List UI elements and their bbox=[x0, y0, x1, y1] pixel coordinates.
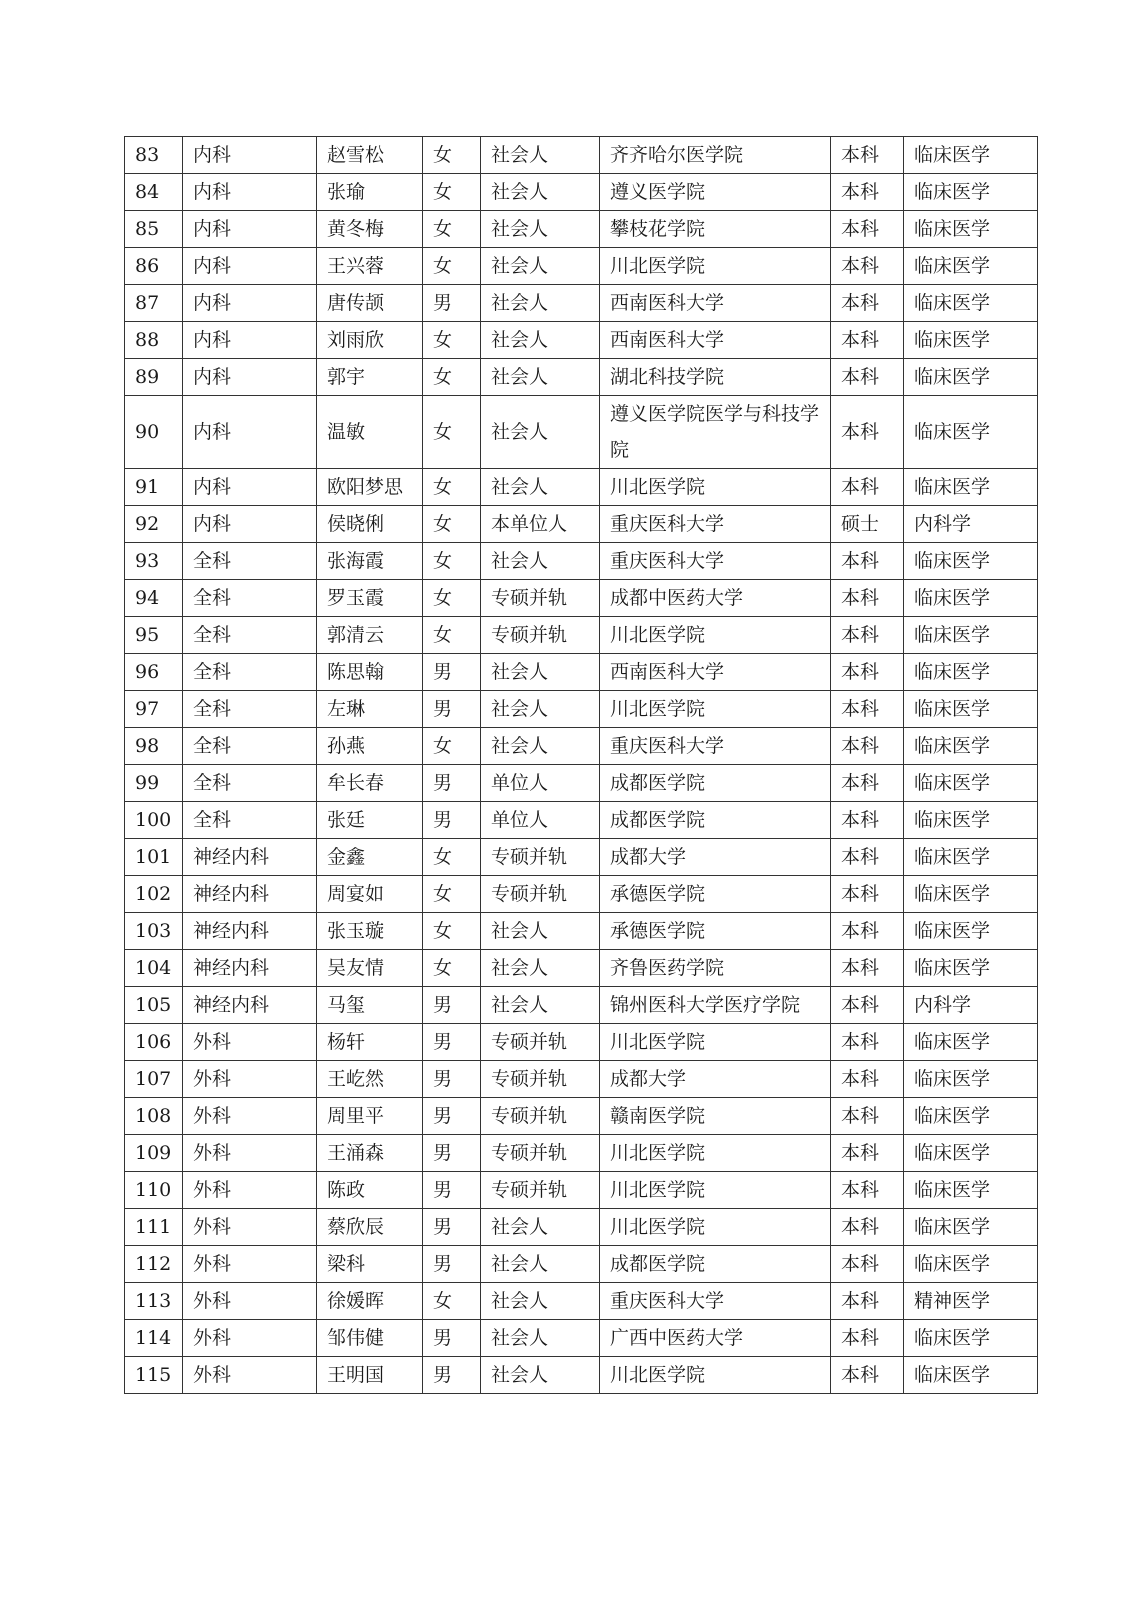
category-cell: 本单位人 bbox=[481, 506, 600, 543]
gender-cell: 女 bbox=[423, 359, 481, 396]
roster-body bbox=[125, 137, 1038, 1394]
category-cell: 单位人 bbox=[481, 765, 600, 802]
table-row bbox=[125, 1061, 1038, 1098]
table-row bbox=[125, 137, 1038, 174]
name-cell: 张玉璇 bbox=[317, 913, 423, 950]
gender-cell: 男 bbox=[423, 987, 481, 1024]
degree-cell: 本科 bbox=[831, 691, 904, 728]
name-cell: 张廷 bbox=[317, 802, 423, 839]
row-number-cell: 115 bbox=[125, 1357, 183, 1394]
school-cell: 成都医学院 bbox=[600, 765, 831, 802]
table-row bbox=[125, 765, 1038, 802]
row-number-cell: 90 bbox=[125, 396, 183, 469]
degree-cell: 本科 bbox=[831, 137, 904, 174]
department-cell: 内科 bbox=[183, 285, 317, 322]
name-cell: 郭清云 bbox=[317, 617, 423, 654]
school-cell: 成都大学 bbox=[600, 839, 831, 876]
gender-cell: 女 bbox=[423, 580, 481, 617]
row-number-cell: 105 bbox=[125, 987, 183, 1024]
department-cell: 外科 bbox=[183, 1246, 317, 1283]
table-row bbox=[125, 285, 1038, 322]
table-row bbox=[125, 506, 1038, 543]
row-number-cell: 109 bbox=[125, 1135, 183, 1172]
gender-cell: 女 bbox=[423, 543, 481, 580]
major-cell: 临床医学 bbox=[904, 248, 1038, 285]
gender-cell: 男 bbox=[423, 654, 481, 691]
degree-cell: 本科 bbox=[831, 396, 904, 469]
department-cell: 内科 bbox=[183, 174, 317, 211]
department-cell: 外科 bbox=[183, 1098, 317, 1135]
row-number-cell: 102 bbox=[125, 876, 183, 913]
degree-cell: 本科 bbox=[831, 1320, 904, 1357]
category-cell: 社会人 bbox=[481, 322, 600, 359]
major-cell: 临床医学 bbox=[904, 137, 1038, 174]
table-row bbox=[125, 580, 1038, 617]
name-cell: 周宴如 bbox=[317, 876, 423, 913]
row-number-cell: 94 bbox=[125, 580, 183, 617]
major-cell: 临床医学 bbox=[904, 285, 1038, 322]
row-number-cell: 108 bbox=[125, 1098, 183, 1135]
gender-cell: 女 bbox=[423, 248, 481, 285]
department-cell: 全科 bbox=[183, 802, 317, 839]
row-number-cell: 111 bbox=[125, 1209, 183, 1246]
category-cell: 专硕并轨 bbox=[481, 876, 600, 913]
department-cell: 外科 bbox=[183, 1209, 317, 1246]
table-row bbox=[125, 359, 1038, 396]
category-cell: 社会人 bbox=[481, 396, 600, 469]
category-cell: 社会人 bbox=[481, 137, 600, 174]
degree-cell: 本科 bbox=[831, 1098, 904, 1135]
table-row bbox=[125, 876, 1038, 913]
major-cell: 临床医学 bbox=[904, 469, 1038, 506]
gender-cell: 女 bbox=[423, 211, 481, 248]
name-cell: 徐媛晖 bbox=[317, 1283, 423, 1320]
department-cell: 全科 bbox=[183, 654, 317, 691]
school-cell: 重庆医科大学 bbox=[600, 543, 831, 580]
degree-cell: 本科 bbox=[831, 913, 904, 950]
name-cell: 侯晓俐 bbox=[317, 506, 423, 543]
degree-cell: 本科 bbox=[831, 1246, 904, 1283]
name-cell: 赵雪松 bbox=[317, 137, 423, 174]
department-cell: 内科 bbox=[183, 506, 317, 543]
major-cell: 内科学 bbox=[904, 506, 1038, 543]
major-cell: 临床医学 bbox=[904, 1024, 1038, 1061]
table-row bbox=[125, 654, 1038, 691]
major-cell: 临床医学 bbox=[904, 691, 1038, 728]
department-cell: 外科 bbox=[183, 1135, 317, 1172]
category-cell: 社会人 bbox=[481, 1246, 600, 1283]
table-row bbox=[125, 396, 1038, 469]
row-number-cell: 106 bbox=[125, 1024, 183, 1061]
school-cell: 遵义医学院 bbox=[600, 174, 831, 211]
degree-cell: 本科 bbox=[831, 728, 904, 765]
table-row bbox=[125, 913, 1038, 950]
major-cell: 临床医学 bbox=[904, 1320, 1038, 1357]
gender-cell: 女 bbox=[423, 876, 481, 913]
name-cell: 孙燕 bbox=[317, 728, 423, 765]
gender-cell: 男 bbox=[423, 1320, 481, 1357]
school-cell: 川北医学院 bbox=[600, 617, 831, 654]
department-cell: 外科 bbox=[183, 1061, 317, 1098]
major-cell: 临床医学 bbox=[904, 1172, 1038, 1209]
name-cell: 周里平 bbox=[317, 1098, 423, 1135]
major-cell: 临床医学 bbox=[904, 1209, 1038, 1246]
category-cell: 社会人 bbox=[481, 728, 600, 765]
major-cell: 临床医学 bbox=[904, 1098, 1038, 1135]
department-cell: 神经内科 bbox=[183, 913, 317, 950]
major-cell: 临床医学 bbox=[904, 359, 1038, 396]
name-cell: 王明国 bbox=[317, 1357, 423, 1394]
school-cell: 广西中医药大学 bbox=[600, 1320, 831, 1357]
school-cell: 遵义医学院医学与科技学院 bbox=[600, 396, 831, 469]
row-number-cell: 107 bbox=[125, 1061, 183, 1098]
category-cell: 社会人 bbox=[481, 359, 600, 396]
gender-cell: 男 bbox=[423, 802, 481, 839]
category-cell: 社会人 bbox=[481, 469, 600, 506]
school-cell: 锦州医科大学医疗学院 bbox=[600, 987, 831, 1024]
name-cell: 左琳 bbox=[317, 691, 423, 728]
table-row bbox=[125, 728, 1038, 765]
major-cell: 临床医学 bbox=[904, 543, 1038, 580]
name-cell: 唐传颉 bbox=[317, 285, 423, 322]
school-cell: 川北医学院 bbox=[600, 1135, 831, 1172]
table-row bbox=[125, 691, 1038, 728]
table-row bbox=[125, 1320, 1038, 1357]
degree-cell: 本科 bbox=[831, 1357, 904, 1394]
major-cell: 临床医学 bbox=[904, 839, 1038, 876]
major-cell: 临床医学 bbox=[904, 1061, 1038, 1098]
school-cell: 西南医科大学 bbox=[600, 654, 831, 691]
department-cell: 神经内科 bbox=[183, 839, 317, 876]
name-cell: 金鑫 bbox=[317, 839, 423, 876]
table-row bbox=[125, 950, 1038, 987]
table-row bbox=[125, 174, 1038, 211]
table-row bbox=[125, 1283, 1038, 1320]
name-cell: 张瑜 bbox=[317, 174, 423, 211]
name-cell: 陈思翰 bbox=[317, 654, 423, 691]
row-number-cell: 99 bbox=[125, 765, 183, 802]
gender-cell: 男 bbox=[423, 1024, 481, 1061]
degree-cell: 本科 bbox=[831, 1209, 904, 1246]
table-row bbox=[125, 1172, 1038, 1209]
gender-cell: 女 bbox=[423, 506, 481, 543]
row-number-cell: 100 bbox=[125, 802, 183, 839]
gender-cell: 男 bbox=[423, 1135, 481, 1172]
major-cell: 临床医学 bbox=[904, 1246, 1038, 1283]
degree-cell: 本科 bbox=[831, 359, 904, 396]
category-cell: 社会人 bbox=[481, 248, 600, 285]
row-number-cell: 93 bbox=[125, 543, 183, 580]
gender-cell: 女 bbox=[423, 913, 481, 950]
category-cell: 社会人 bbox=[481, 1209, 600, 1246]
row-number-cell: 98 bbox=[125, 728, 183, 765]
name-cell: 刘雨欣 bbox=[317, 322, 423, 359]
row-number-cell: 96 bbox=[125, 654, 183, 691]
major-cell: 临床医学 bbox=[904, 580, 1038, 617]
major-cell: 临床医学 bbox=[904, 174, 1038, 211]
table-row bbox=[125, 1209, 1038, 1246]
degree-cell: 本科 bbox=[831, 654, 904, 691]
category-cell: 社会人 bbox=[481, 211, 600, 248]
school-cell: 川北医学院 bbox=[600, 1172, 831, 1209]
gender-cell: 女 bbox=[423, 617, 481, 654]
degree-cell: 本科 bbox=[831, 174, 904, 211]
gender-cell: 男 bbox=[423, 691, 481, 728]
department-cell: 内科 bbox=[183, 211, 317, 248]
gender-cell: 男 bbox=[423, 285, 481, 322]
row-number-cell: 84 bbox=[125, 174, 183, 211]
major-cell: 临床医学 bbox=[904, 1135, 1038, 1172]
category-cell: 专硕并轨 bbox=[481, 617, 600, 654]
degree-cell: 本科 bbox=[831, 950, 904, 987]
gender-cell: 男 bbox=[423, 1172, 481, 1209]
name-cell: 王屹然 bbox=[317, 1061, 423, 1098]
gender-cell: 男 bbox=[423, 1098, 481, 1135]
major-cell: 临床医学 bbox=[904, 654, 1038, 691]
school-cell: 重庆医科大学 bbox=[600, 506, 831, 543]
school-cell: 重庆医科大学 bbox=[600, 1283, 831, 1320]
table-row bbox=[125, 469, 1038, 506]
degree-cell: 本科 bbox=[831, 248, 904, 285]
school-cell: 成都医学院 bbox=[600, 1246, 831, 1283]
major-cell: 临床医学 bbox=[904, 617, 1038, 654]
department-cell: 全科 bbox=[183, 543, 317, 580]
school-cell: 承德医学院 bbox=[600, 913, 831, 950]
gender-cell: 男 bbox=[423, 1246, 481, 1283]
name-cell: 王兴蓉 bbox=[317, 248, 423, 285]
degree-cell: 本科 bbox=[831, 839, 904, 876]
table-row bbox=[125, 211, 1038, 248]
row-number-cell: 112 bbox=[125, 1246, 183, 1283]
gender-cell: 女 bbox=[423, 839, 481, 876]
department-cell: 内科 bbox=[183, 137, 317, 174]
major-cell: 内科学 bbox=[904, 987, 1038, 1024]
degree-cell: 本科 bbox=[831, 765, 904, 802]
name-cell: 陈政 bbox=[317, 1172, 423, 1209]
table-row bbox=[125, 1024, 1038, 1061]
row-number-cell: 87 bbox=[125, 285, 183, 322]
table-row bbox=[125, 1135, 1038, 1172]
gender-cell: 女 bbox=[423, 1283, 481, 1320]
name-cell: 郭宇 bbox=[317, 359, 423, 396]
department-cell: 全科 bbox=[183, 617, 317, 654]
department-cell: 神经内科 bbox=[183, 987, 317, 1024]
gender-cell: 女 bbox=[423, 137, 481, 174]
category-cell: 社会人 bbox=[481, 987, 600, 1024]
row-number-cell: 110 bbox=[125, 1172, 183, 1209]
major-cell: 精神医学 bbox=[904, 1283, 1038, 1320]
school-cell: 西南医科大学 bbox=[600, 285, 831, 322]
major-cell: 临床医学 bbox=[904, 876, 1038, 913]
gender-cell: 女 bbox=[423, 728, 481, 765]
gender-cell: 男 bbox=[423, 1061, 481, 1098]
school-cell: 川北医学院 bbox=[600, 691, 831, 728]
gender-cell: 男 bbox=[423, 1209, 481, 1246]
degree-cell: 本科 bbox=[831, 876, 904, 913]
department-cell: 外科 bbox=[183, 1357, 317, 1394]
name-cell: 杨轩 bbox=[317, 1024, 423, 1061]
category-cell: 社会人 bbox=[481, 654, 600, 691]
major-cell: 临床医学 bbox=[904, 211, 1038, 248]
table-row bbox=[125, 1357, 1038, 1394]
degree-cell: 本科 bbox=[831, 1172, 904, 1209]
row-number-cell: 103 bbox=[125, 913, 183, 950]
department-cell: 内科 bbox=[183, 469, 317, 506]
name-cell: 张海霞 bbox=[317, 543, 423, 580]
gender-cell: 男 bbox=[423, 765, 481, 802]
degree-cell: 本科 bbox=[831, 987, 904, 1024]
category-cell: 专硕并轨 bbox=[481, 839, 600, 876]
department-cell: 内科 bbox=[183, 396, 317, 469]
name-cell: 黄冬梅 bbox=[317, 211, 423, 248]
table-row bbox=[125, 1098, 1038, 1135]
major-cell: 临床医学 bbox=[904, 728, 1038, 765]
school-cell: 川北医学院 bbox=[600, 1357, 831, 1394]
gender-cell: 女 bbox=[423, 950, 481, 987]
category-cell: 专硕并轨 bbox=[481, 1172, 600, 1209]
school-cell: 承德医学院 bbox=[600, 876, 831, 913]
name-cell: 蔡欣辰 bbox=[317, 1209, 423, 1246]
degree-cell: 本科 bbox=[831, 543, 904, 580]
row-number-cell: 114 bbox=[125, 1320, 183, 1357]
category-cell: 社会人 bbox=[481, 285, 600, 322]
gender-cell: 男 bbox=[423, 1357, 481, 1394]
school-cell: 齐鲁医药学院 bbox=[600, 950, 831, 987]
name-cell: 温敏 bbox=[317, 396, 423, 469]
school-cell: 攀枝花学院 bbox=[600, 211, 831, 248]
department-cell: 内科 bbox=[183, 359, 317, 396]
department-cell: 外科 bbox=[183, 1320, 317, 1357]
row-number-cell: 101 bbox=[125, 839, 183, 876]
name-cell: 罗玉霞 bbox=[317, 580, 423, 617]
table-row bbox=[125, 987, 1038, 1024]
row-number-cell: 113 bbox=[125, 1283, 183, 1320]
category-cell: 社会人 bbox=[481, 174, 600, 211]
name-cell: 吴友情 bbox=[317, 950, 423, 987]
degree-cell: 本科 bbox=[831, 1024, 904, 1061]
major-cell: 临床医学 bbox=[904, 396, 1038, 469]
row-number-cell: 104 bbox=[125, 950, 183, 987]
category-cell: 专硕并轨 bbox=[481, 1135, 600, 1172]
major-cell: 临床医学 bbox=[904, 1357, 1038, 1394]
table-row bbox=[125, 802, 1038, 839]
table-row bbox=[125, 1246, 1038, 1283]
school-cell: 川北医学院 bbox=[600, 248, 831, 285]
department-cell: 外科 bbox=[183, 1172, 317, 1209]
degree-cell: 本科 bbox=[831, 1283, 904, 1320]
name-cell: 马玺 bbox=[317, 987, 423, 1024]
row-number-cell: 91 bbox=[125, 469, 183, 506]
table-row bbox=[125, 248, 1038, 285]
gender-cell: 女 bbox=[423, 174, 481, 211]
degree-cell: 本科 bbox=[831, 617, 904, 654]
roster-table bbox=[124, 136, 1038, 1394]
major-cell: 临床医学 bbox=[904, 950, 1038, 987]
row-number-cell: 92 bbox=[125, 506, 183, 543]
category-cell: 专硕并轨 bbox=[481, 1024, 600, 1061]
category-cell: 专硕并轨 bbox=[481, 1061, 600, 1098]
major-cell: 临床医学 bbox=[904, 913, 1038, 950]
school-cell: 成都中医药大学 bbox=[600, 580, 831, 617]
department-cell: 内科 bbox=[183, 248, 317, 285]
category-cell: 单位人 bbox=[481, 802, 600, 839]
department-cell: 全科 bbox=[183, 580, 317, 617]
school-cell: 重庆医科大学 bbox=[600, 728, 831, 765]
school-cell: 川北医学院 bbox=[600, 1209, 831, 1246]
degree-cell: 本科 bbox=[831, 285, 904, 322]
department-cell: 神经内科 bbox=[183, 876, 317, 913]
name-cell: 欧阳梦思 bbox=[317, 469, 423, 506]
row-number-cell: 95 bbox=[125, 617, 183, 654]
gender-cell: 女 bbox=[423, 322, 481, 359]
name-cell: 牟长春 bbox=[317, 765, 423, 802]
table-row bbox=[125, 617, 1038, 654]
major-cell: 临床医学 bbox=[904, 802, 1038, 839]
table-row bbox=[125, 543, 1038, 580]
row-number-cell: 89 bbox=[125, 359, 183, 396]
degree-cell: 本科 bbox=[831, 1061, 904, 1098]
category-cell: 专硕并轨 bbox=[481, 1098, 600, 1135]
major-cell: 临床医学 bbox=[904, 322, 1038, 359]
category-cell: 社会人 bbox=[481, 543, 600, 580]
school-cell: 成都大学 bbox=[600, 1061, 831, 1098]
row-number-cell: 86 bbox=[125, 248, 183, 285]
department-cell: 内科 bbox=[183, 322, 317, 359]
school-cell: 川北医学院 bbox=[600, 469, 831, 506]
category-cell: 社会人 bbox=[481, 1320, 600, 1357]
department-cell: 神经内科 bbox=[183, 950, 317, 987]
school-cell: 西南医科大学 bbox=[600, 322, 831, 359]
department-cell: 全科 bbox=[183, 765, 317, 802]
gender-cell: 女 bbox=[423, 396, 481, 469]
row-number-cell: 85 bbox=[125, 211, 183, 248]
school-cell: 湖北科技学院 bbox=[600, 359, 831, 396]
row-number-cell: 88 bbox=[125, 322, 183, 359]
table-row bbox=[125, 839, 1038, 876]
department-cell: 全科 bbox=[183, 728, 317, 765]
degree-cell: 本科 bbox=[831, 580, 904, 617]
degree-cell: 本科 bbox=[831, 1135, 904, 1172]
department-cell: 全科 bbox=[183, 691, 317, 728]
row-number-cell: 83 bbox=[125, 137, 183, 174]
school-cell: 齐齐哈尔医学院 bbox=[600, 137, 831, 174]
degree-cell: 本科 bbox=[831, 211, 904, 248]
category-cell: 社会人 bbox=[481, 1357, 600, 1394]
category-cell: 社会人 bbox=[481, 913, 600, 950]
department-cell: 外科 bbox=[183, 1283, 317, 1320]
name-cell: 邹伟健 bbox=[317, 1320, 423, 1357]
name-cell: 梁科 bbox=[317, 1246, 423, 1283]
category-cell: 专硕并轨 bbox=[481, 580, 600, 617]
department-cell: 外科 bbox=[183, 1024, 317, 1061]
school-cell: 赣南医学院 bbox=[600, 1098, 831, 1135]
degree-cell: 本科 bbox=[831, 802, 904, 839]
degree-cell: 硕士 bbox=[831, 506, 904, 543]
category-cell: 社会人 bbox=[481, 1283, 600, 1320]
category-cell: 社会人 bbox=[481, 950, 600, 987]
category-cell: 社会人 bbox=[481, 691, 600, 728]
school-cell: 川北医学院 bbox=[600, 1024, 831, 1061]
gender-cell: 女 bbox=[423, 469, 481, 506]
degree-cell: 本科 bbox=[831, 469, 904, 506]
degree-cell: 本科 bbox=[831, 322, 904, 359]
school-cell: 成都医学院 bbox=[600, 802, 831, 839]
name-cell: 王涌森 bbox=[317, 1135, 423, 1172]
row-number-cell: 97 bbox=[125, 691, 183, 728]
major-cell: 临床医学 bbox=[904, 765, 1038, 802]
table-row bbox=[125, 322, 1038, 359]
